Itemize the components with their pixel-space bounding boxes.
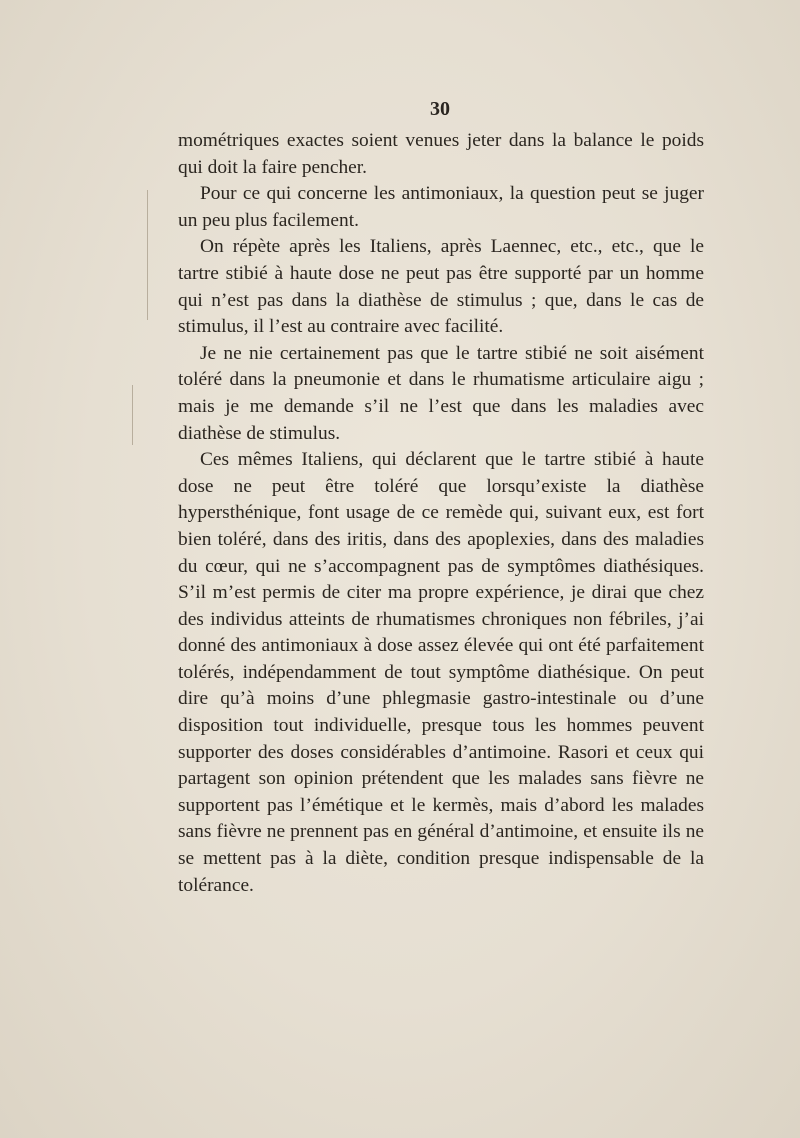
paragraph-3: On répète après les Italiens, après Laennec, etc., etc., que le tartre stibié à haute dose ne peut pas être supporté par un homme qui n’est pas dans la diathèse de stimulus ; que, dans le cas de stimulus, il l’est au contraire avec facilité.: [178, 236, 704, 338]
paragraph-5: Ces mêmes Italiens, qui déclarent que le tartre stibié à haute dose ne peut être toléré que lorsqu’existe la diathèse hypersthénique, font usage de ce remède qui, suivant eux, est fort bien toléré, dans des iritis, dans des apoplexies, dans des maladies du cœur, qui ne s’accompagnent pas de symptômes diathésiques. S’il m’est permis de citer ma propre expérience, je dirai que chez des individus atteints de rhumatismes chroniques non fébriles, j’ai donné des antimoniaux à dose assez élevée qui ont été parfaitement tolérés, indépendamment de tout symptôme diathésique. On peut dire qu’à moins d’une phlegmasie gastro-intestinale ou d’une disposition tout individuelle, presque tous les hommes peuvent supporter des doses considérables d’antimoine. Rasori et ceux qui partagent son opinion prétendent que les malades sans fièvre ne supportent pas l’émétique et le kermès, mais d’abord les malades sans fièvre ne prennent pas en général d’antimoine, et ensuite ils ne se mettent pas à la diète, condition presque indispensable de la tolérance.: [178, 449, 704, 896]
paragraph-2: Pour ce qui concerne les antimoniaux, la question peut se juger un peu plus facilement.: [178, 183, 704, 231]
paragraph-4: Je ne nie certainement pas que le tartre stibié ne soit aisément toléré dans la pneumonie et dans le rhumatisme articulaire aigu ; mais je me demande s’il ne l’est que dans les maladies avec diathèse de stimulus.: [178, 342, 704, 444]
margin-mark: [132, 385, 133, 445]
page-body: [178, 128, 704, 899]
margin-mark: [147, 190, 148, 320]
paragraph-1: mométriques exactes soient venues jeter dans la balance le poids qui doit la faire pencher.: [178, 130, 704, 178]
page-number: 30: [430, 98, 450, 120]
